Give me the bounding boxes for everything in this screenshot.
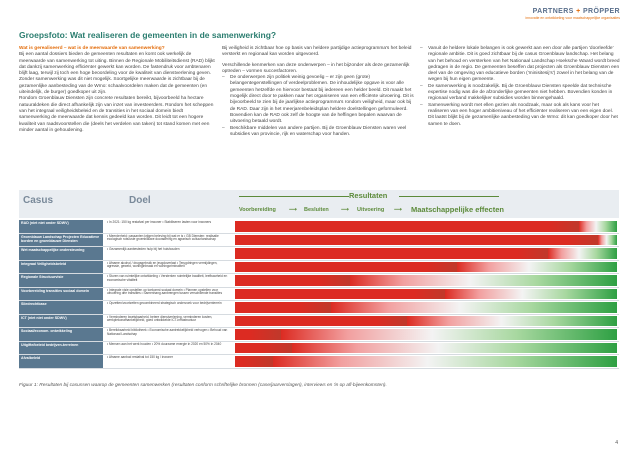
bar-segment-achieved [235, 316, 407, 327]
row-result-bar [235, 221, 617, 232]
row-result-bar [235, 275, 617, 286]
row-casus: Groenblauw Landschap Projecten Educatieve borden en groenblauwe Diensten [19, 234, 103, 247]
bar-segment-achieved [235, 356, 273, 367]
column-2-lead: Verschillende kenmerken van deze onderwerpen – in het bijzonder als deze gezamenlijk optreden – vormen succesfactoren. [222, 62, 410, 74]
row-doel: • Bereikbaarheid bibliotheek • Economische aantrekkelijkheid verhogen • Behoud van Nationaal Landschap [107, 328, 228, 336]
row-casus: Afvalbeleid [19, 355, 103, 368]
bar-segment-achieved [235, 329, 281, 340]
bar-segment-achieved [235, 343, 292, 354]
page-number: 4 [615, 440, 618, 446]
figure-row [19, 234, 619, 248]
row-result-bar [235, 343, 617, 354]
row-result-bar [235, 356, 617, 367]
logo-tagline: innovatie en ontwikkeling voor maatschappelijke organisaties [525, 16, 620, 20]
header-casus: Casus [23, 195, 54, 206]
figure-row [19, 261, 619, 275]
bullet-item: – De onderwerpen zijn politiek weinig gevoelig – er zijn geen (grote) belangentegenstellingen of verdeelproblemen. De inhoudelijke opgave is voor alle gemeenten hetzelfde en hiervoor bestaat bij iedereen een helder beeld. Dit maakt het mogelijk direct door te pakken naar het organiseren van een efficiënte uitvoering. Dit is bijvoorbeeld te zien bij de jaarlijkse actieprogramma's rondom veiligheid, maar ook bij de RAD. Daar zijn in het meerjarenbeleidsplan heldere doelstellingen geformuleerd. Bovendien kan de RAD ook zelf de hoogte van de heffingen bepalen waarvan de uitvoering betaald wordt. [222, 75, 414, 125]
bullet-text: Samenwerking wordt met ellen gezien als noodzaak, maar ook als kans voor het realiseren van een hoger ambitieniveau of het efficiënter realiseren van een eigen doel. Dit laatst blijkt bij de gezamenlijke aanbesteding van de Wmo: dit kan goedkoper door het samen te doen. [428, 102, 618, 127]
row-result-bar [235, 316, 617, 327]
phase-arrow-icon: ⟶ [341, 207, 349, 213]
bar-segment-achieved [235, 235, 598, 246]
row-doel: • Afname alcohol / drugsgebruik en jeugdoverlast • Terugdringen vermijdingen, agressie, geweld, woninginbraak en woningcriminaliteit [107, 260, 218, 269]
figure-row [19, 355, 619, 369]
column-2 [222, 46, 414, 138]
row-casus: Regionale Structuurvisie [19, 274, 103, 287]
bar-segment-transition [292, 343, 617, 354]
bullet-item: – Samenwerking wordt met ellen gezien als noodzaak, maar ook als kans voor het realiseren van een hoger ambitieniveau of het efficiënter realiseren van een eigen doel. Dit laatst blijkt bij de gezamenlijke aanbesteding van de Wmo: dit kan goedkoper door het samen te doen. [420, 103, 620, 128]
figure-row [19, 247, 619, 261]
bar-segment-transition [281, 329, 617, 340]
row-doel: • Sturen van ruimtelijke ontwikkeling • Versterken ruimtelijke kwaliteit, leefbaarheid en economische vitaliteit [107, 274, 228, 282]
bar-segment-achieved [235, 302, 331, 313]
bullet-text: Beschikbare middelen van andere partijen. Bij de Groenblauw Diensten waren veel subsidies van provincie, rijk en waterschap voor handen. [230, 125, 407, 137]
bar-segment-transition [548, 248, 617, 259]
row-result-bar [235, 289, 617, 300]
bar-segment-transition [273, 356, 617, 367]
figure-row [19, 315, 619, 329]
bullet-text: Vanuit de heldere lokale belangen is ook gewerkt aan een door alle partijen 'doorleefde' regionale ambitie. Dit is goed zichtbaar bij de casus Groenblauw landschap. Het belang van het behoud en versterken van het Nationaal Landschap Hoeksche Waard wordt breed gedragen in de regio. De gemeenten beseffen dat projecten als Groenblauw Diensten een deel van de omgeving van educatieve borden ('minisitesij's') zowel in het belang van de wegen bij hun eigen gemeente. [428, 46, 620, 83]
row-casus: Wet maatschappelijke ondersteuning [19, 247, 103, 260]
row-doel: • Verminderen kwetsbaarheid, betere dienstverlening, verminderen kosten, werkplekonafhankelijkheid, goed ontwikkelde ICT-infrastructuur [107, 314, 213, 323]
bullet-item: – Beschikbare middelen van andere partijen. Bij de Groenblauw Diensten waren veel subsidies van provincie, rijk en waterschap voor handen. [222, 126, 414, 139]
phase-besluiten: Besluiten [304, 207, 329, 213]
row-doel: • Mensen aan het werk houden • 20% duurzame energie in 2020 en 50% in 2040 [107, 341, 222, 346]
row-doel: • Opzetten/voortzetten gecombineerd strategisch onderzoek voor bedrijventerrein [107, 301, 222, 305]
column-1-paragraph: Rondom Groenblauw Diensten zijn concrete resultaten bereikt, bijvoorbeeld ha hectare natuuraldeken die direct afhankelijk zijn van inzet van investeerders. Rondom het scheppen van het integraal veiligheidsbeleid en de transities in het sociaal domein biedt samenwerking de meerwaarde dat kennis gedeeld kan worden. Dit leidt tot een hogere kwaliteit van raadsvoorstellen die (deels het verdelen van taken) tot stand komen met een minder aantal in gehoudening. [19, 96, 214, 133]
results-figure [19, 190, 619, 378]
row-doel: • Gezamenlijk aanbesteden hulp bij het huishouden [107, 247, 180, 251]
bullet-text: De onderwerpen zijn politiek weinig gevoelig – er zijn geen (grote) belangentegenstellingen of verdeelproblemen. De inhoudelijke opgave is voor alle gemeenten hetzelfde en hiervoor bestaat bij iedereen een helder beeld. Dit maakt het mogelijk direct door te pakken naar het organiseren van een efficiënte uitvoering. Dit is bijvoorbeeld te zien bij de jaarlijkse actieprogramma's rondom veiligheid, maar ook bij de RAD. Daar zijn in het meerjarenbeleidsplan heldere doelstellingen geformuleerd. Bovendien kan de RAD ook zelf de hoogte van de heffingen bepalen waarvan de uitvoering betaald wordt. [230, 75, 414, 125]
bar-segment-transition [445, 289, 617, 300]
row-casus: Integraal Veiligheidsbeleid [19, 261, 103, 274]
row-casus: Voorbereiding transities sociaal domein [19, 288, 103, 301]
row-casus: Sociaal/econom. ontwikkeling [19, 328, 103, 341]
column-1-heading: Wat is gerealiseerd – wat is de meerwaarde van samenwerking? [19, 46, 165, 51]
logo-wordmark [525, 8, 620, 15]
row-doel: • In 2021: 150 kg restafval per inwoner • Stabiliseren lasten voor inwoners [107, 220, 212, 224]
page-title: Groepsfoto: Wat realiseren de gemeenten in de samenwerking? [19, 30, 277, 40]
phase-arrow-icon: ⟶ [394, 207, 402, 213]
header-arrow-line-right [399, 196, 499, 197]
bullet-item: – Vanuit de heldere lokale belangen is ook gewerkt aan een door alle partijen 'doorleefde' regionale ambitie. Dit is goed zichtbaar bij de casus Groenblauw landschap. Het belang van het behoud en versterken van het Nationaal Landschap Hoeksche Waard wordt breed gedragen in de regio. De gemeenten beseffen dat projecten als Groenblauw Diensten een deel van de omgeving van educatieve borden ('minisitesij's') zowel in het belang van de wegen bij hun eigen gemeente. [420, 46, 620, 83]
row-doel: • Afname aanbod restafval tot 150 kg / inwoner [107, 355, 173, 359]
row-doel: • Meerderheid: passanten krijgen beleving bij wat er is • GB Diensten: realisatie ecologisch robuuste groenblauwe dooradering en agrarisch cultuurlandschap [107, 233, 219, 242]
bar-segment-achieved [235, 289, 445, 300]
figure-row [19, 342, 619, 356]
bar-segment-achieved [235, 221, 579, 232]
row-casus: Uitgifte/beleid bedrijven-terreinen [19, 342, 103, 355]
row-result-bar [235, 262, 617, 273]
row-result-bar [235, 235, 617, 246]
bar-segment-achieved [235, 248, 548, 259]
row-casus: ICT (niet niet onder SDWV) [19, 315, 103, 328]
phase-uitvoering: Uitvoering [357, 207, 385, 213]
figure-row [19, 328, 619, 342]
row-result-bar [235, 248, 617, 259]
row-result-bar [235, 329, 617, 340]
figure-header [19, 190, 619, 218]
header-doel: Doel [129, 195, 151, 206]
header-arrow-line-left [239, 196, 349, 197]
column-1-paragraph: Bij een aantal dossiers bieden de gemeenten resultaten en komt ook werkelijk de meerwaarde van samenwerking tot uiting. Binnen de Regionale Mobiliteitsdienst (RAD) blijkt dat dankzij samenwerking efficiënter gewerkt kan worden. De fastendruk voor ambtenaren blijft laag, terwijl zij toch een hoge beoordeling voor de kwaliteit van dienstverlening geven. Zonder samenwerking was dit niet mogelijk. Soortgelijke meerwaarde is zichtbaar bij de gezamenlijke aanbesteding van de Wmo: schaalvoordelen maken dat de gemeenten (en uiteindelijk, de burger) goedkoper uit zijn. [19, 52, 215, 96]
logo-text-left: PARTNERS [532, 8, 574, 15]
header-resultaten: Resultaten [349, 191, 388, 200]
bar-segment-transition [457, 262, 617, 273]
bar-segment-transition [579, 221, 617, 232]
row-result-bar [235, 302, 617, 313]
bar-segment-transition [350, 275, 617, 286]
phase-maatschappelijke-effecten: Maatschappelijke effecten [411, 205, 504, 214]
bar-segment-transition [407, 316, 617, 327]
row-casus: RAD (niet niet onder SDWV) [19, 220, 103, 233]
bullet-text: De samenwerking is noodzakelijk. Bij de Groenblauw Diensten speelde dat technische expertise nodig was die de afzonderlijke gemeenten niet hebben. Bovendien konden in regionaal verband makkelijker subsidies worden binnengehaald. [428, 83, 613, 102]
column-2-intro: Bij veiligheid is zichtbaar hoe op basis van heldere partijdige actieprogramma's het beleid versterkt en regionaal kan worden uitgevoerd. [222, 46, 412, 58]
column-3 [420, 46, 620, 128]
figure-row [19, 274, 619, 288]
logo-ampersand: + [576, 8, 581, 15]
row-casus: Sliedrechtbase [19, 301, 103, 314]
column-1 [19, 46, 215, 134]
bar-segment-achieved [235, 262, 457, 273]
figure-row [19, 288, 619, 302]
partners-propper-logo [525, 8, 620, 20]
bar-segment-achieved [235, 275, 350, 286]
figure-row [19, 220, 619, 234]
phase-arrow-icon: ⟶ [289, 207, 297, 213]
figure-caption: Figuur 1: Resultaten bij casussen waarop de gemeenten samenwerken (resultaten conform schriftelijke bronnen (case/jaarverslagen), interviews en 'in op afl-bijeenkomsten). [19, 383, 387, 388]
logo-text-right: PRÖPPER [582, 8, 620, 15]
row-doel: • Integrale visie opstellen op toekomst sociaal domein • Plannen opstellen voor uitvoering drie transities • Samenhang aanbrengen tussen verschillende transities [107, 287, 223, 296]
figure-row [19, 301, 619, 315]
bar-segment-transition [331, 302, 618, 313]
phase-voorbereiding: Voorbereiding [239, 207, 276, 213]
bar-segment-transition [598, 235, 617, 246]
bullet-item: – De samenwerking is noodzakelijk. Bij de Groenblauw Diensten speelde dat technische expertise nodig was die de afzonderlijke gemeenten niet hebben. Bovendien konden in regionaal verband makkelijker subsidies worden binnengehaald. [420, 84, 620, 103]
